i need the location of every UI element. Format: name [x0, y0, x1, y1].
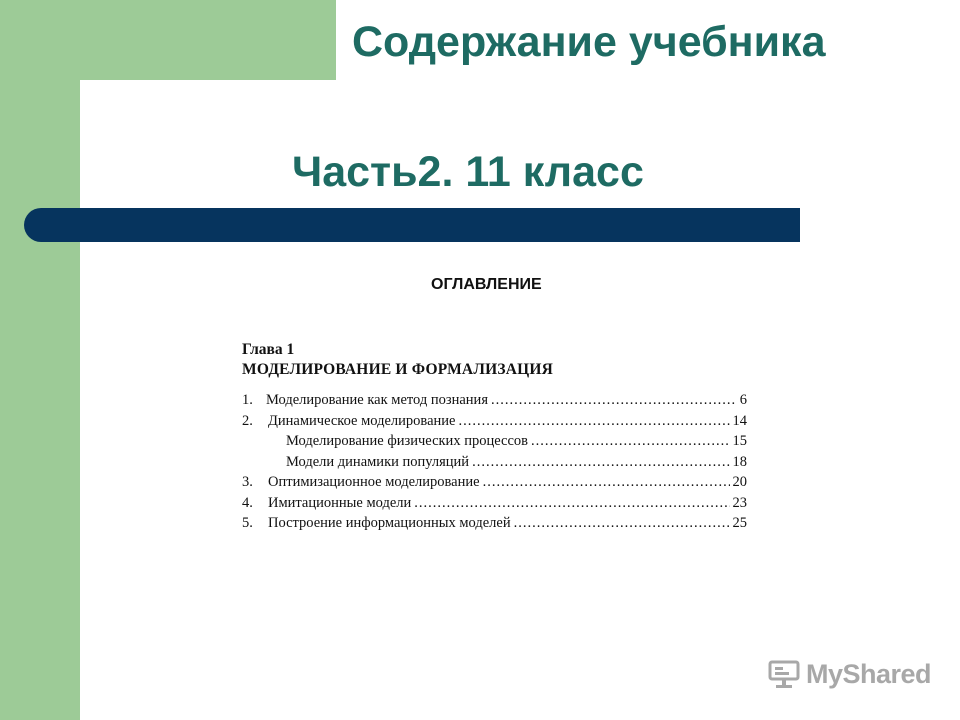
toc-heading: ОГЛАВЛЕНИЕ [431, 276, 542, 293]
dot-leader [472, 452, 729, 473]
toc-entry [242, 472, 747, 493]
toc-subentry [242, 431, 747, 452]
entry-number: 3. [242, 474, 253, 490]
green-side-panel [0, 0, 80, 720]
entry-number: 4. [242, 494, 253, 511]
toc-subentry [242, 452, 747, 473]
toc-entry [242, 411, 747, 432]
dot-leader [458, 411, 729, 432]
navy-divider-bar [24, 208, 800, 242]
entry-title: Модели динамики популяций [286, 453, 470, 470]
dot-leader [514, 513, 730, 534]
dot-leader [491, 390, 737, 411]
myshared-watermark[interactable] [768, 656, 931, 692]
entry-title: Оптимизационное моделирование [268, 474, 480, 490]
toc-entry [242, 390, 747, 411]
dot-leader [531, 431, 730, 452]
toc-entry [242, 493, 747, 514]
toc-entries [242, 390, 752, 534]
entry-title: Моделирование физических процессов [286, 433, 528, 449]
entry-title: Построение информационных моделей [268, 515, 511, 531]
entry-number: 1. [242, 392, 253, 408]
dot-leader [414, 493, 729, 514]
slide-title: Содержание учебника [352, 18, 826, 66]
entry-page: 15 [732, 433, 747, 449]
table-of-contents [242, 340, 752, 534]
entry-page: 25 [732, 515, 747, 531]
entry-title: Моделирование как метод познания [266, 392, 488, 408]
entry-title: Динамическое моделирование [268, 412, 456, 429]
entry-page: 20 [732, 474, 747, 490]
rounded-corner [80, 80, 140, 140]
entry-page: 14 [732, 412, 747, 429]
entry-page: 23 [732, 494, 747, 511]
toc-entry [242, 513, 747, 534]
slide-subtitle: Часть2. 11 класс [292, 148, 644, 196]
chapter-label: Глава 1 [242, 341, 295, 358]
presentation-screen-icon [768, 659, 800, 689]
dot-leader [483, 472, 730, 493]
entry-title: Имитационные модели [268, 494, 412, 511]
entry-number: 2. [242, 412, 253, 429]
watermark-text: MyShared [806, 658, 932, 689]
entry-page: 6 [739, 392, 747, 408]
entry-number: 5. [242, 515, 253, 531]
entry-page: 18 [732, 453, 747, 470]
chapter-name: МОДЕЛИРОВАНИЕ И ФОРМАЛИЗАЦИЯ [242, 361, 554, 378]
green-top-panel [0, 0, 336, 80]
